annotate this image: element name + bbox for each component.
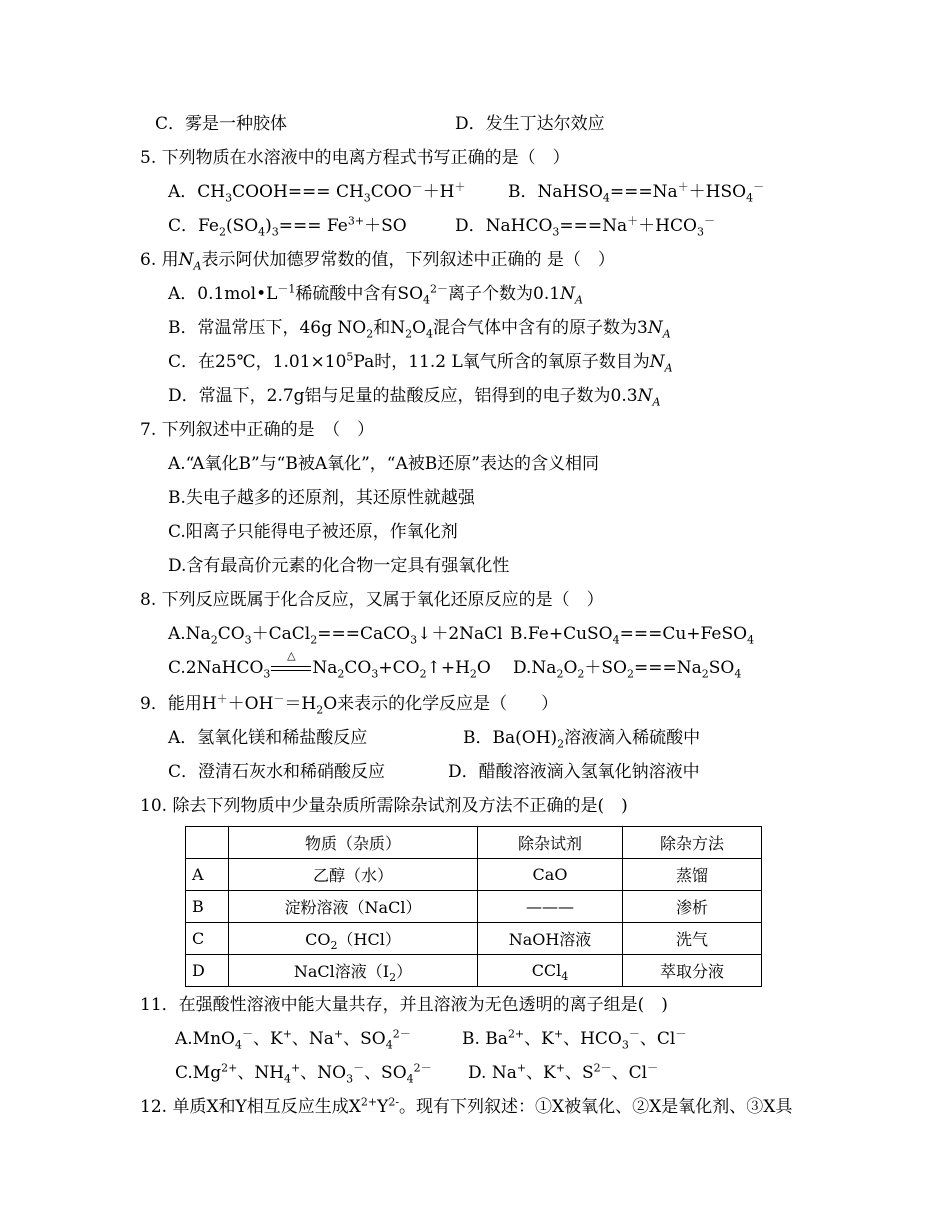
q4-option-c: C．雾是一种胶体 <box>155 114 288 134</box>
table-header-row <box>186 827 762 859</box>
table-header-cell <box>186 827 229 859</box>
q5-option-b: B．$NaHSO_4===Na^++HSO_4^-$ <box>508 180 765 205</box>
table-header-cell: 物质（杂质） <box>229 827 478 859</box>
table-cell: C <box>186 923 229 955</box>
table-cell: CCl$_4$ <box>478 955 623 987</box>
table-cell: B <box>186 891 229 923</box>
q7-option-d: D.含有最高价元素的化合物一定具有强氧化性 <box>168 556 510 576</box>
table-cell: ——— <box>478 891 623 923</box>
table-cell: A <box>186 859 229 891</box>
q8-option-c: C.2NaHCO$_3$ △ $Na_2CO_3+CO_2↑+H_2O$ <box>168 649 491 681</box>
q11-option-c: $C.Mg^{2+}$、$NH_4^+$、$NO_3^-$、$SO_4^{2-}$ <box>175 1061 432 1086</box>
q11-option-b: B. $Ba^{2+}$、K+、$HCO_3^-$、Cl－ <box>462 1027 687 1052</box>
table-row <box>186 891 762 923</box>
q5-option-c: C．$Fe_2(SO_4)_3=== Fe^{3+}+SO$ <box>168 214 407 239</box>
q6-option-c: C．在25℃，$1.01\times 10^5Pa$时，11.2 L氧气所含的氧原子数目为$N_A$ <box>168 350 673 375</box>
q8-option-a: $A.Na_2CO_3+CaCl_2===CaCO_3↓+2NaCl$ <box>168 624 503 647</box>
q5-option-a: A．$CH_3COOH=== CH_3COO^-+H^+$ <box>168 180 466 205</box>
q7-stem: 7. 下列叙述中正确的是 （ ） <box>140 420 375 440</box>
table-cell: D <box>186 955 229 987</box>
table-row <box>186 923 762 955</box>
table-cell: $CO_2(HCl)$ <box>229 923 478 955</box>
table-cell: 洗气 <box>623 923 762 955</box>
table-cell: 萃取分液 <box>623 955 762 987</box>
q7-option-a: A.“A氧化B”与“B被A氧化”，“A被B还原”表达的含义相同 <box>168 454 599 474</box>
table-cell: NaCl溶液$(I_2)$ <box>229 955 478 987</box>
q11-option-a: A.MnO$_4$－、K+、Na+、$SO_4^{2-}$ <box>175 1027 411 1052</box>
q5-option-d: D．$NaHCO_3===Na^++HCO_3^-$ <box>455 214 715 239</box>
q11-stem: 11．在强酸性溶液中能大量共存，并且溶液为无色透明的离子组是( ) <box>140 995 668 1015</box>
q6-stem: 6. 用$N_A$表示阿伏加德罗常数的值，下列叙述中正确的 是（ ） <box>140 250 615 273</box>
table-cell: 蒸馏 <box>623 859 762 891</box>
table-header-cell: 除杂方法 <box>623 827 762 859</box>
q9-option-b: B．$Ba(OH)_2$溶液滴入稀硫酸中 <box>463 728 701 751</box>
q10-stem: 10. 除去下列物质中少量杂质所需除杂试剂及方法不正确的是( ) <box>140 796 628 816</box>
q9-stem: 9．能用$H^++OH^-=H_2O$来表示的化学反应是（ ） <box>140 692 559 717</box>
q11-option-d: D. Na+、K+、$S^{2-}$、Cl－ <box>468 1061 659 1083</box>
q12-stem: 12. 单质X和Y相互反应生成$X^{2+}Y^{2-}$。现有下列叙述：①X被氧化、②X是氧化剂、③X具 <box>140 1095 793 1117</box>
q6-option-b: B．常温常压下，46g $NO_2$和$N_2O_4$混合气体中含有的原子数为$3N_A$ <box>168 318 671 341</box>
q8-option-b: B.Fe+CuSO$_4$===Cu+FeSO$_4$ <box>510 624 755 647</box>
q5-stem: 5. 下列物质在水溶液中的电离方程式书写正确的是（ ） <box>140 148 570 168</box>
table-row <box>186 955 762 987</box>
table-cell: NaOH溶液 <box>478 923 623 955</box>
q8-option-d: $D.Na_2O_2+SO_2===Na_2SO_4$ <box>513 658 742 681</box>
heat-equals-sign: △ <box>270 656 312 680</box>
q7-option-c: C.阳离子只能得电子被还原，作氧化剂 <box>168 522 458 542</box>
table-cell: 淀粉溶液（NaCl） <box>229 891 478 923</box>
q6-option-d: D．常温下，2.7g铝与足量的盐酸反应，铝得到的电子数为$0.3N_A$ <box>168 386 661 409</box>
table-row <box>186 859 762 891</box>
q4-option-d: D．发生丁达尔效应 <box>455 114 605 134</box>
q9-option-c: C．澄清石灰水和稀硝酸反应 <box>168 762 386 782</box>
q10-table <box>185 826 762 987</box>
table-cell: CaO <box>478 859 623 891</box>
q9-option-a: A．氢氧化镁和稀盐酸反应 <box>168 728 368 748</box>
table-cell: 乙醇（水） <box>229 859 478 891</box>
table-header-cell: 除杂试剂 <box>478 827 623 859</box>
q7-option-b: B.失电子越多的还原剂，其还原性就越强 <box>168 488 475 508</box>
q9-option-d: D．醋酸溶液滴入氢氧化钠溶液中 <box>448 762 700 782</box>
q8-stem: 8. 下列反应既属于化合反应，又属于氧化还原反应的是（ ） <box>140 590 604 610</box>
q6-option-a: A．$0.1mol•L^{-1}$稀硫酸中含有$SO_4^{2-}$离子个数为$0.1N_A$ <box>168 282 583 307</box>
table-cell: 渗析 <box>623 891 762 923</box>
